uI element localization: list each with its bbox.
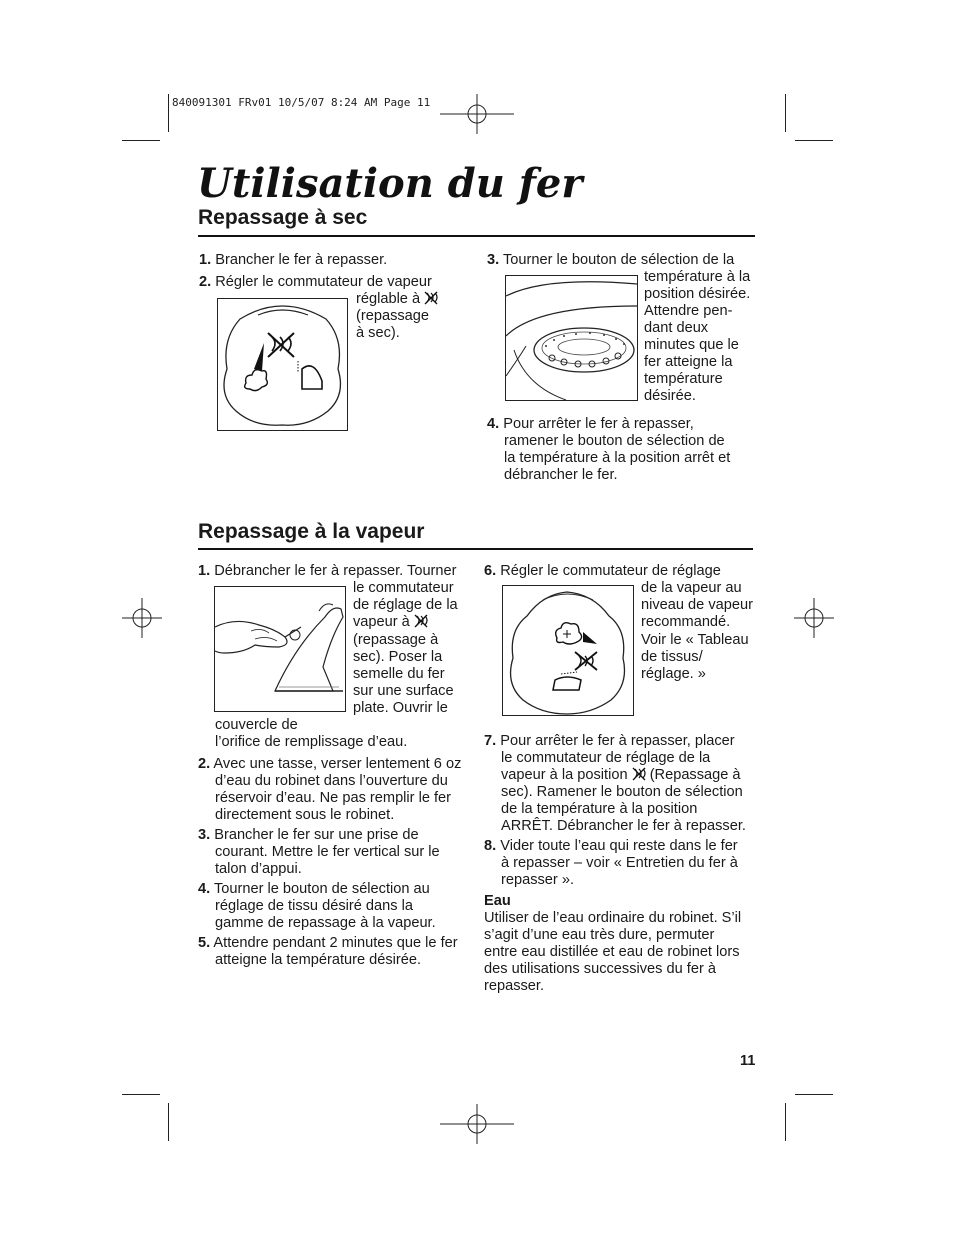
step-6: 6. Régler le commutateur de réglage [484, 563, 721, 579]
step-1: 1. Débrancher le fer à repasser. Tourner [198, 563, 457, 579]
step-4: 4. Pour arrêter le fer à repasser, [487, 416, 694, 432]
iron-fill-illustration [214, 586, 346, 712]
section-heading-dry: Repassage à sec [198, 206, 368, 229]
step-2: 2. Régler le commutateur de vapeur [199, 274, 432, 290]
printer-slug: 840091301 FRv01 10/5/07 8:24 AM Page 11 [172, 96, 431, 109]
crop-mark [785, 1103, 786, 1141]
crop-mark [168, 94, 169, 132]
temperature-dial-illustration [505, 275, 638, 401]
water-heading: Eau [484, 893, 511, 909]
step-3: 3. Brancher le fer sur une prise de [198, 827, 419, 843]
crop-mark [168, 1103, 169, 1141]
step-8: 8. Vider toute l’eau qui reste dans le fer [484, 838, 738, 854]
crosshair-registration-icon [440, 94, 514, 134]
crop-mark [785, 94, 786, 132]
steam-level-dial-illustration [502, 585, 634, 716]
step-7: 7. Pour arrêter le fer à repasser, placer [484, 733, 735, 749]
section-heading-steam: Repassage à la vapeur [198, 520, 425, 543]
step-3: 3. Tourner le bouton de sélection de la [487, 252, 735, 268]
crosshair-registration-icon [122, 598, 162, 638]
no-steam-icon [632, 767, 646, 781]
section-rule [198, 548, 753, 550]
page-number: 11 [740, 1053, 756, 1069]
crosshair-registration-icon [794, 598, 834, 638]
no-steam-icon [414, 614, 428, 628]
crop-mark [122, 1094, 160, 1095]
crop-mark [795, 140, 833, 141]
section-rule [198, 235, 755, 237]
step-1: 1. Brancher le fer à repasser. [199, 252, 388, 268]
crosshair-registration-icon [440, 1104, 514, 1144]
steam-dial-illustration [217, 298, 348, 431]
step-4: 4. Tourner le bouton de sélection au [198, 881, 430, 897]
crop-mark [122, 140, 160, 141]
crop-mark [795, 1094, 833, 1095]
step-2: 2. Avec une tasse, verser lentement 6 oz [198, 756, 462, 772]
no-steam-icon [424, 291, 438, 305]
step-5: 5. Attendre pendant 2 minutes que le fer [198, 935, 458, 951]
page-title: Utilisation du fer [197, 160, 583, 207]
